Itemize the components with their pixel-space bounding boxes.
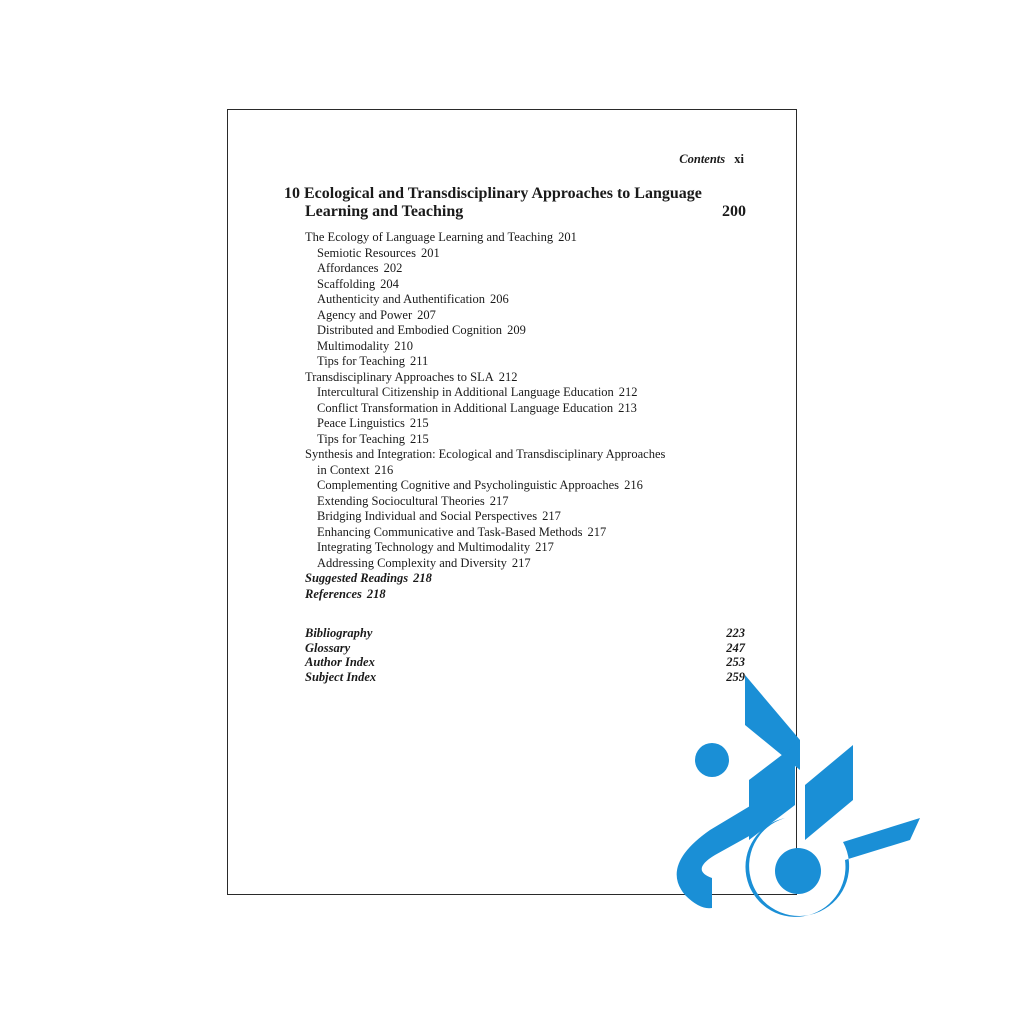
toc-entry-page: 201 [558, 230, 577, 244]
toc-entry-page: 215 [410, 431, 429, 446]
toc-entry [305, 292, 725, 308]
logo-dot [695, 743, 729, 777]
chapter-page-number: 200 [722, 203, 746, 220]
toc-entry-title: Multimodality [317, 338, 390, 353]
toc-entry-title: in Context [317, 462, 370, 477]
toc-entry-page: 202 [383, 261, 403, 275]
backmatter-page: 223 [726, 626, 745, 640]
toc-entry-page: 211 [410, 354, 429, 368]
toc-entry-title: Synthesis and Integration: Ecological and Transdisciplinary Approaches [305, 447, 666, 461]
chapter-title-line-1: 10 Ecological and Transdisciplinary Approaches to Language [284, 185, 702, 202]
toc-entry [305, 308, 725, 324]
toc-entry-title: The Ecology of Language Learning and Teaching [305, 230, 554, 244]
toc-entry-title: References [305, 586, 362, 601]
toc-entry-title: Agency and Power [317, 307, 413, 322]
toc-entry-title: Semiotic Resources [317, 245, 416, 260]
toc-entry [305, 277, 725, 293]
toc-entry-page: 213 [618, 400, 637, 415]
toc-entry [305, 401, 725, 417]
toc-entry-title: Addressing Complexity and Diversity [317, 555, 507, 570]
toc-entry-page: 217 [511, 555, 531, 570]
toc-entry-page: 217 [587, 524, 607, 539]
backmatter-page: 259 [726, 669, 745, 684]
toc-entry-page: 212 [618, 385, 638, 399]
toc-entry-title: Complementing Cognitive and Psycholinguistic Approaches [317, 478, 620, 492]
logo-shapes [677, 675, 920, 917]
toc-entry [305, 540, 725, 556]
toc-entry [305, 587, 725, 603]
toc-entry [305, 447, 725, 463]
toc-entry-page: 217 [489, 493, 509, 508]
logo-ring-and-tail [745, 818, 920, 917]
toc-entry-title: Authenticity and Authentification [317, 292, 486, 306]
running-head-page-number: xi [734, 152, 744, 166]
publisher-logo-icon [655, 670, 925, 920]
toc-entry-page: 207 [417, 307, 436, 322]
toc-entry-page: 217 [542, 509, 561, 523]
chapter-heading [284, 185, 746, 221]
toc-entry [305, 525, 725, 541]
toc-entry-page: 206 [490, 292, 509, 306]
toc-entry-page: 210 [394, 338, 413, 353]
toc-entry [305, 230, 725, 246]
toc-entry-page: 215 [409, 416, 429, 430]
toc-entry-page: 209 [507, 323, 526, 337]
toc-entry-title: Conflict Transformation in Additional Language Education [317, 400, 614, 415]
toc-entry [305, 370, 725, 386]
toc-entry [305, 385, 725, 401]
toc-entry [305, 246, 725, 262]
toc-entry-page: 216 [374, 462, 394, 477]
toc-entry-page: 212 [498, 369, 518, 384]
backmatter-page: 253 [726, 655, 745, 669]
backmatter-title: Glossary [305, 640, 351, 655]
toc-entry [305, 261, 725, 277]
toc-entry [305, 339, 725, 355]
toc-entry-title: Peace Linguistics [317, 416, 405, 430]
toc-entry-page: 201 [420, 245, 440, 260]
toc-entry-page: 217 [535, 540, 554, 554]
toc-entry [305, 432, 725, 448]
toc-entry-title: Tips for Teaching [317, 431, 406, 446]
backmatter-entry [305, 626, 745, 641]
chapter-title-line-2: Learning and Teaching [305, 203, 464, 220]
running-head-title: Contents [679, 152, 726, 166]
toc-entry-title: Integrating Technology and Multimodality [317, 540, 531, 554]
toc-entry [305, 478, 725, 494]
toc-entry [305, 354, 725, 370]
toc-entry-title: Distributed and Embodied Cognition [317, 323, 503, 337]
backmatter-title: Bibliography [305, 626, 373, 640]
toc-entry [305, 416, 725, 432]
toc-entry-title: Tips for Teaching [317, 354, 406, 368]
toc-entry-title: Intercultural Citizenship in Additional Language Education [317, 385, 614, 399]
toc-entry-page: 216 [624, 478, 643, 492]
toc-entry-title: Affordances [317, 261, 379, 275]
logo-right-stroke [805, 745, 853, 840]
toc-entry-title: Scaffolding [317, 276, 376, 291]
toc-entry [305, 509, 725, 525]
running-head [679, 152, 744, 167]
toc-entry-title: Suggested Readings [305, 571, 409, 585]
toc-entry [305, 571, 725, 587]
toc-entry-title: Extending Sociocultural Theories [317, 493, 485, 508]
toc-entry-title: Bridging Individual and Social Perspectives [317, 509, 538, 523]
backmatter-entry [305, 641, 745, 656]
toc-entry-title: Transdisciplinary Approaches to SLA [305, 369, 494, 384]
chapter-title-line-2-row [284, 203, 746, 221]
backmatter-page: 247 [726, 640, 745, 655]
toc-entry-page: 218 [366, 586, 386, 601]
backmatter-title: Subject Index [305, 669, 377, 684]
backmatter-entry [305, 655, 745, 670]
toc-entry-title: Enhancing Communicative and Task-Based Methods [317, 524, 583, 539]
toc-entry [305, 556, 725, 572]
toc-entry [305, 494, 725, 510]
toc-entry [305, 463, 725, 479]
toc-entry-page: 204 [380, 276, 399, 291]
toc-entry-page: 218 [413, 571, 432, 585]
backmatter-title: Author Index [305, 655, 375, 669]
toc-entry [305, 323, 725, 339]
toc-entries [305, 230, 725, 602]
